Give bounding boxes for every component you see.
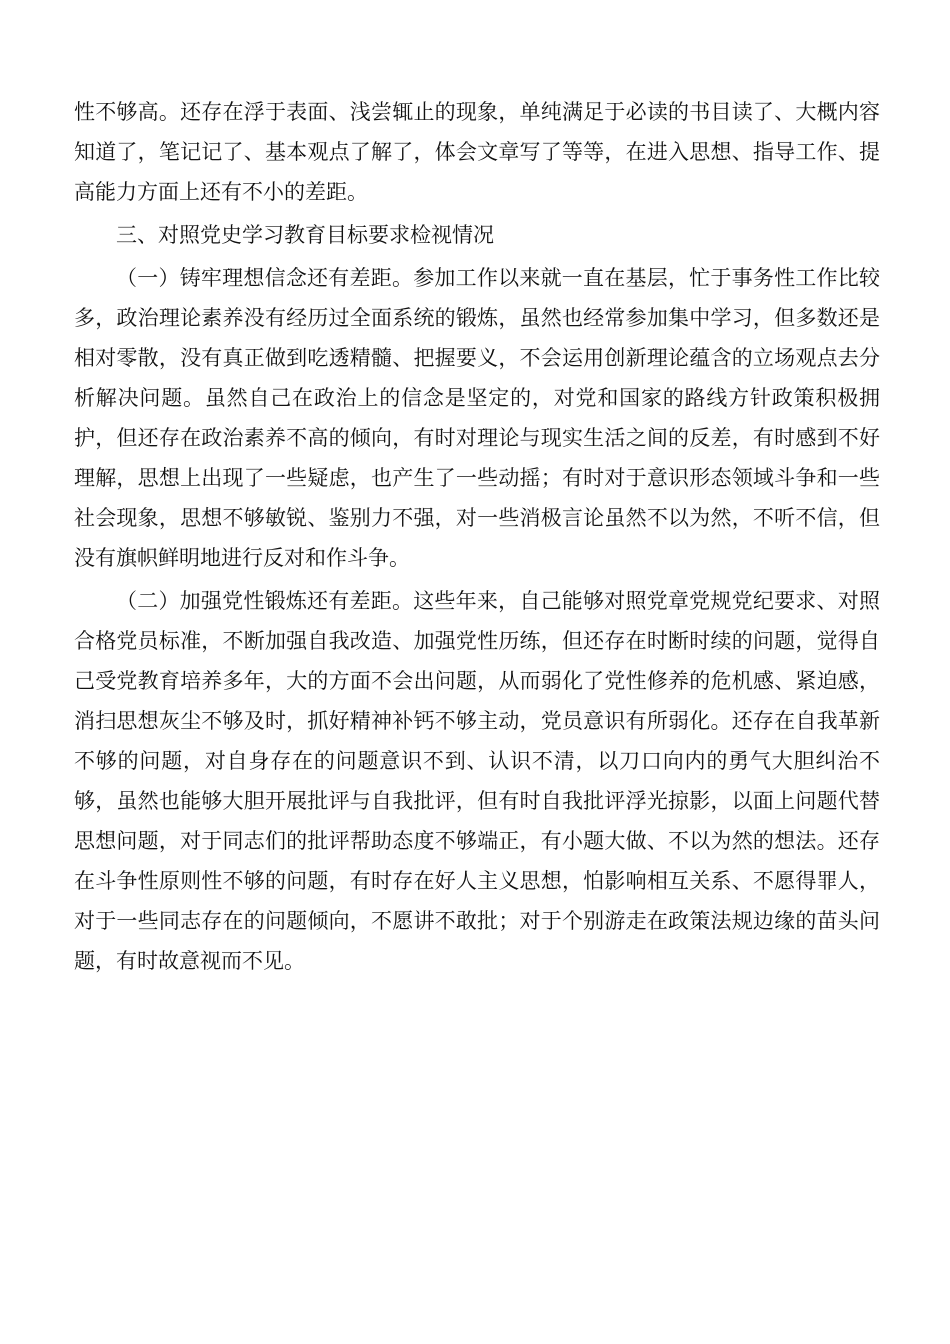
document-body xyxy=(74,92,880,981)
section-heading-three: 三、对照党史学习教育目标要求检视情况 xyxy=(116,223,494,247)
paragraph-party-spirit: （二）加强党性锻炼还有差距。这些年来，自己能够对照党章党规党纪要求、对照合格党员标准，不断加强自我改造、加强党性历练，但还存在时断时续的问题，觉得自己受党教育培养多年，大的方面不会出问题，从而弱化了党性修养的危机感、紧迫感，消扫思想灰尘不够及时，抓好精神补钙不够主动，党员意识有所弱化。还存在自我革新不够的问题，对自身存在的问题意识不到、认识不清，以刀口向内的勇气大胆纠治不够，虽然也能够大胆开展批评与自我批评，但有时自我批评浮光掠影，以面上问题代替思想问题，对于同志们的批评帮助态度不够端正，有小题大做、不以为然的想法。还存在斗争性原则性不够的问题，有时存在好人主义思想，怕影响相互关系、不愿得罪人，对于一些同志存在的问题倾向，不愿讲不敢批；对于个别游走在政策法规边缘的苗头问题，有时故意视而不见。 xyxy=(74,589,880,973)
paragraph-continuation: 性不够高。还存在浮于表面、浅尝辄止的现象，单纯满足于必读的书目读了、大概内容知道了，笔记记了、基本观点了解了，体会文章写了等等，在进入思想、指导工作、提高能力方面上还有不小的差距。 xyxy=(74,100,880,204)
paragraph-ideals-beliefs: （一）铸牢理想信念还有差距。参加工作以来就一直在基层，忙于事务性工作比较多，政治理论素养没有经历过全面系统的锻炼，虽然也经常参加集中学习，但多数还是相对零散，没有真正做到吃透精髓、把握要义，不会运用创新理论蕴含的立场观点去分析解决问题。虽然自己在政治上的信念是坚定的，对党和国家的路线方针政策积极拥护，但还存在政治素养不高的倾向，有时对理论与现实生活之间的反差，有时感到不好理解，思想上出现了一些疑虑，也产生了一些动摇；有时对于意识形态领域斗争和一些社会现象，思想不够敏锐、鉴别力不强，对一些消极言论虽然不以为然，不听不信，但没有旗帜鲜明地进行反对和作斗争。 xyxy=(74,266,880,570)
